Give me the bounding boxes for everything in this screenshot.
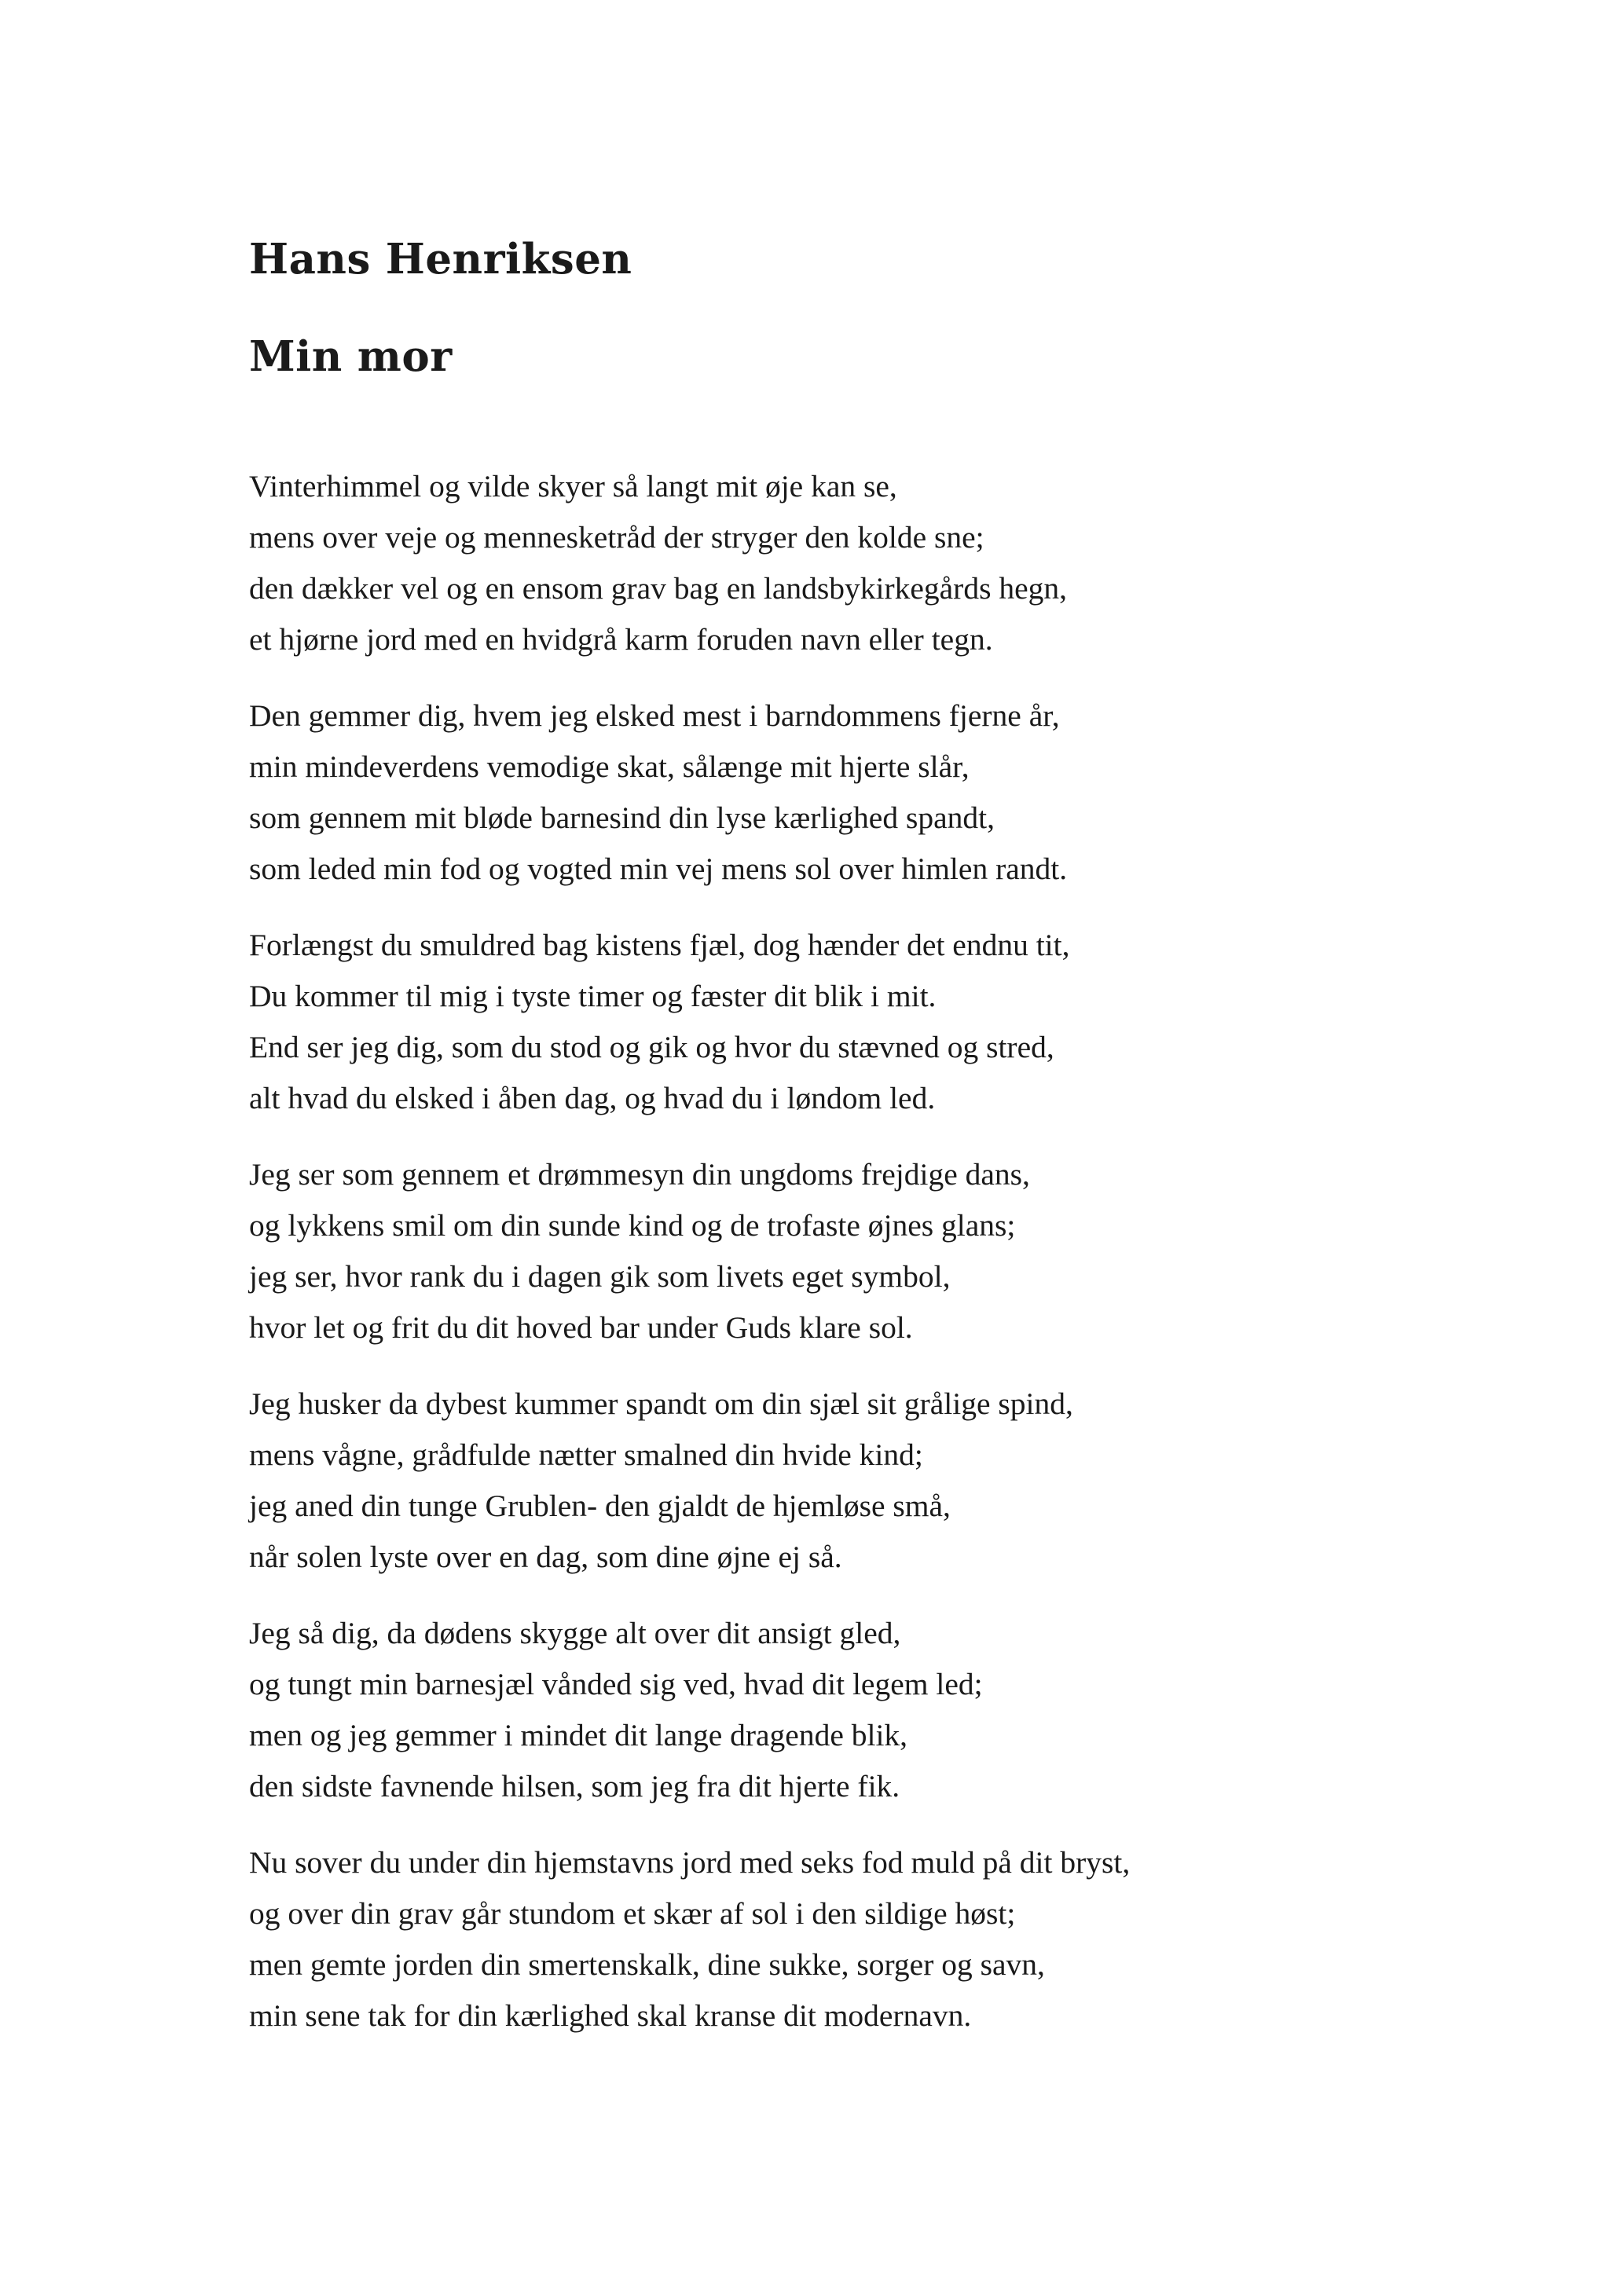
document-content xyxy=(249,232,1428,2067)
poem-title: Min mor xyxy=(249,332,453,381)
poem-line: et hjørne jord med en hvidgrå karm foruden navn eller tegn. xyxy=(249,622,993,657)
poem-line: mens vågne, grådfulde nætter smalned din hvide kind; xyxy=(249,1437,923,1472)
poem-line: jeg ser, hvor rank du i dagen gik som livets eget symbol, xyxy=(249,1259,951,1294)
poem-line: jeg aned din tunge Grublen- den gjaldt de hjemløse små, xyxy=(249,1489,951,1523)
poem-line: og lykkens smil om din sunde kind og de trofaste øjnes glans; xyxy=(249,1208,1016,1243)
stanza-3 xyxy=(249,920,1428,1124)
poem-line: End ser jeg dig, som du stod og gik og hvor du stævned og stred, xyxy=(249,1030,1054,1064)
poem-line: men gemte jorden din smertenskalk, dine sukke, sorger og savn, xyxy=(249,1947,1045,1982)
poem-line: Den gemmer dig, hvem jeg elsked mest i barndommens fjerne år, xyxy=(249,698,1060,733)
poem-line: når solen lyste over en dag, som dine øjne ej så. xyxy=(249,1540,842,1574)
poem-line: Forlængst du smuldred bag kistens fjæl, dog hænder det endnu tit, xyxy=(249,928,1070,962)
poem-line: mens over veje og mennesketråd der stryger den kolde sne; xyxy=(249,520,984,555)
poem-line: som leded min fod og vogted min vej mens sol over himlen randt. xyxy=(249,851,1068,886)
poem-line: min mindeverdens vemodige skat, sålænge mit hjerte slår, xyxy=(249,749,970,784)
poem-line: alt hvad du elsked i åben dag, og hvad du i løndom led. xyxy=(249,1081,936,1115)
poem-line: Nu sover du under din hjemstavns jord med seks fod muld på dit bryst, xyxy=(249,1845,1131,1880)
poem-line: men og jeg gemmer i mindet dit lange dragende blik, xyxy=(249,1718,908,1752)
stanza-6 xyxy=(249,1608,1428,1812)
poem-line: min sene tak for din kærlighed skal kranse dit modernavn. xyxy=(249,1998,972,2033)
poem-line: den sidste favnende hilsen, som jeg fra dit hjerte fik. xyxy=(249,1769,900,1803)
author-heading: Hans Henriksen xyxy=(249,235,632,284)
poem-line: som gennem mit bløde barnesind din lyse kærlighed spandt, xyxy=(249,800,995,835)
poem-line: Vinterhimmel og vilde skyer så langt mit øje kan se, xyxy=(249,469,897,504)
poem-line: Jeg ser som gennem et drømmesyn din ungdoms frejdige dans, xyxy=(249,1157,1030,1192)
stanza-7 xyxy=(249,1837,1428,2041)
poem-line: og over din grav går stundom et skær af sol i den sildige høst; xyxy=(249,1896,1016,1931)
poem-line: Du kommer til mig i tyste timer og fæster dit blik i mit. xyxy=(249,979,937,1013)
stanza-1 xyxy=(249,461,1428,665)
poem-line: hvor let og frit du dit hoved bar under Guds klare sol. xyxy=(249,1310,913,1345)
stanza-2 xyxy=(249,690,1428,895)
poem-body xyxy=(249,461,1428,2041)
stanza-5 xyxy=(249,1379,1428,1583)
poem-line: Jeg husker da dybest kummer spandt om din sjæl sit grålige spind, xyxy=(249,1386,1073,1421)
poem-line: Jeg så dig, da dødens skygge alt over dit ansigt gled, xyxy=(249,1616,901,1650)
stanza-4 xyxy=(249,1149,1428,1353)
poem-line: og tungt min barnesjæl vånded sig ved, hvad dit legem led; xyxy=(249,1667,983,1701)
poem-line: den dækker vel og en ensom grav bag en landsbykirkegårds hegn, xyxy=(249,571,1067,606)
